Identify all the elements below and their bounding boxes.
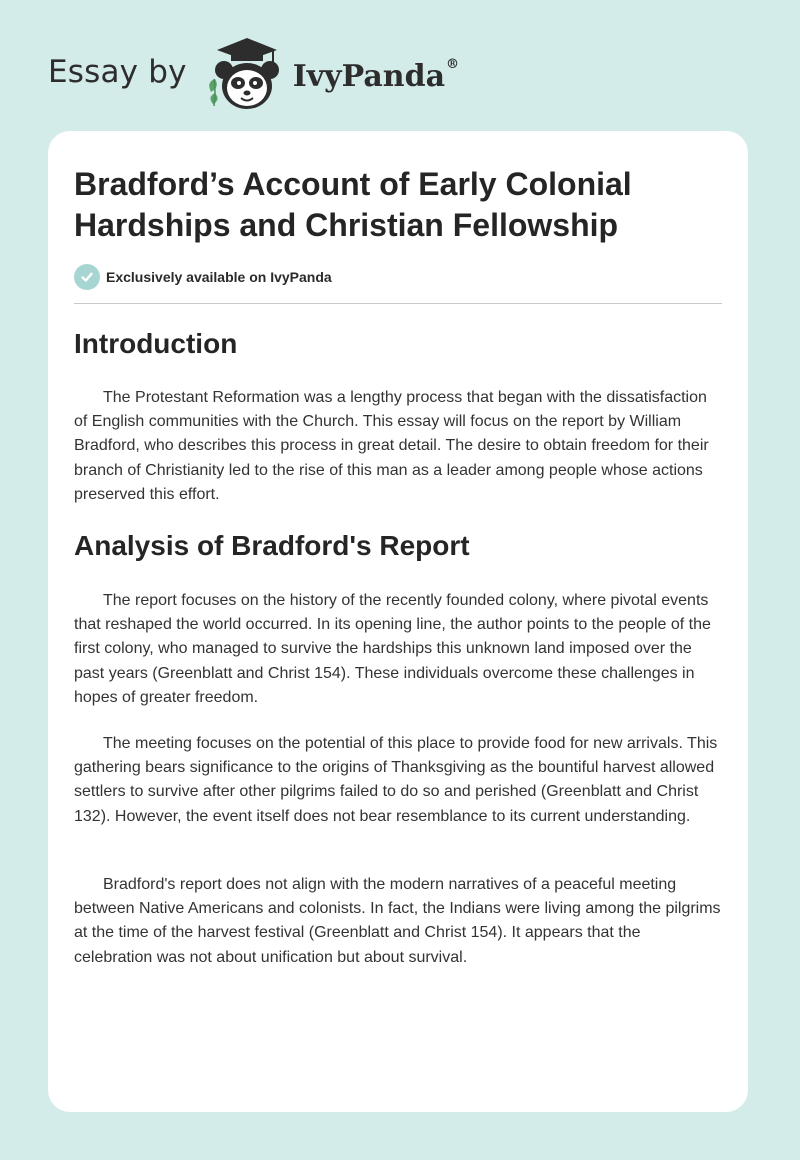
site-header bbox=[48, 34, 459, 114]
title-divider bbox=[74, 303, 722, 304]
paragraph: The meeting focuses on the potential of this place to provide food for new arrivals. This gathering bears significance to the origins of Thanksgiving as the bountiful harvest allowed settlers to survive after other pilgrims failed to do so and perished (Greenblatt and Christ 132). However, the event itself does not bear resemblance to its current understanding. bbox=[74, 735, 718, 825]
brand-name[interactable]: IvyPanda® bbox=[292, 56, 460, 94]
section-heading-introduction: Introduction bbox=[74, 328, 238, 359]
paragraph: Bradford's report does not align with the modern narratives of a peaceful meeting between Native Americans and colonists. In fact, the Indians were living among the pilgrims at the time of the harvest festival (Greenblatt and Christ 154). It appears that the celebration was not about unification but about survival. bbox=[74, 876, 721, 966]
paragraph: The Protestant Reformation was a lengthy process that began with the dissatisfaction of English communities with the Church. This essay will focus on the report by William Bradford, who describes this process in great detail. The desire to obtain freedom for their branch of Christianity led to the rise of this man as a leader among people whose actions preserved this effort. bbox=[74, 389, 709, 503]
panda-graduate-logo-icon[interactable] bbox=[203, 34, 287, 114]
exclusive-badge bbox=[74, 264, 332, 290]
paragraph: The report focuses on the history of the recently founded colony, where pivotal events that reshaped the world occurred. In its opening line, the author points to the people of the first colony, who managed to survive the hardships this unknown land imposed over the past years (Greenblatt and Christ 154). These individuals overcome these challenges in hopes of greater freedom. bbox=[74, 592, 711, 706]
section-heading-analysis: Analysis of Bradford's Report bbox=[74, 530, 470, 561]
registered-mark: ® bbox=[446, 56, 460, 72]
essay-by-label: Essay by bbox=[48, 54, 187, 90]
essay-card bbox=[48, 131, 748, 1112]
essay-title: Bradford’s Account of Early Colonial Hardships and Christian Fellowship bbox=[74, 166, 632, 243]
exclusive-badge-label: Exclusively available on IvyPanda bbox=[106, 269, 332, 285]
check-circle-icon bbox=[74, 264, 100, 290]
